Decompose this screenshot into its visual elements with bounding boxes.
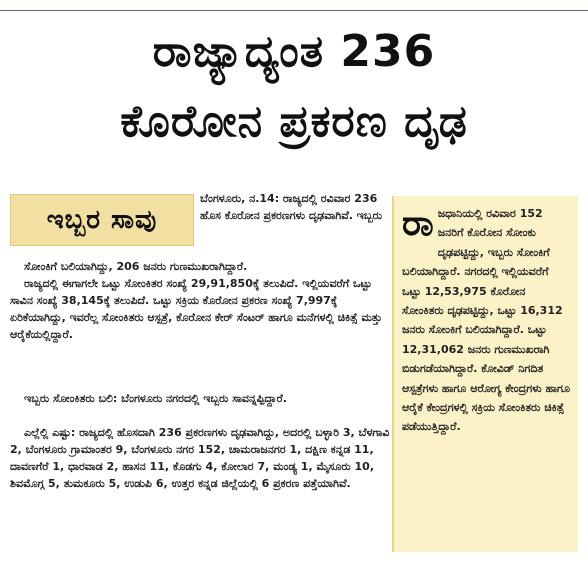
sidebar-dropcap: ರಾ xyxy=(402,203,434,244)
body-paragraph-3: ಇಬ್ಬರು ಸೋಂಕಿತರು ಬಲಿ: ಬೆಂಗಳೂರು ನಗರದಲ್ಲಿ ಇಬ್ಬರು ಸಾವನ್ನಪ್ಪಿದ್ದಾರೆ. xyxy=(24,392,287,405)
kicker-label: ಇಬ್ಬರ ಸಾವು xyxy=(46,204,158,235)
lead-paragraph: ಬೆಂಗಳೂರು, ನ.14: ರಾಜ್ಯದಲ್ಲಿ ರವಿವಾರ 236 ಹೊಸ ಕೊರೋನ ಪ್ರಕರಣಗಳು ದೃಢವಾಗಿವೆ. ಇಬ್ಬರು xyxy=(200,192,382,222)
body-paragraph-4: ಎಲ್ಲೆಲ್ಲಿ ಎಷ್ಟು: ರಾಜ್ಯದಲ್ಲಿ ಹೊಸದಾಗಿ 236 ಪ್ರಕರಣಗಳು ದೃಢವಾಗಿದ್ದು, ಅದರಲ್ಲಿ ಬಳ್ಳಾರಿ 3, ಬೆಳಗಾವಿ 2, ಬೆಂಗಳೂರು ಗ್ರಾಮಾಂತರ 9, ಬೆಂಗಳೂರು ನಗರ 152, ಚಾಮರಾಜನಗರ 1, ದಕ್ಷಿಣ ಕನ್ನಡ 11, ದಾವಣಗೆರೆ 1, ಧಾರವಾಡ 2, ಹಾಸನ 11, ಕೊಡಗು 4, ಕೋಲಾರ 7, ಮಂಡ್ಯ 1, ಮೈಸೂರು 10, ಶಿವಮೊಗ್ಗ 5, ತುಮಕೂರು 5, ಉಡುಪಿ 6, ಉತ್ತರ ಕನ್ನಡ ಜಿಲ್ಲೆಯಲ್ಲಿ 6 ಪ್ರಕರಣ ಪತ್ತೆಯಾಗಿವೆ. xyxy=(10,426,390,490)
headline-line-1: ರಾಜ್ಯಾದ್ಯಂತ 236 xyxy=(152,26,436,77)
article-body-middle xyxy=(10,390,390,407)
sidebar-text: ಜಧಾನಿಯಲ್ಲಿ ರವಿವಾರ 152 ಜನರಿಗೆ ಕೊರೋನ ಸೋಂಕು ದೃಢಪಟ್ಟಿದ್ದು, ಇಬ್ಬರು ಸೋಂಕಿಗೆ ಬಲಿಯಾಗಿದ್ದಾರೆ. ನಗರದಲ್ಲಿ ಇಲ್ಲಿಯವರೆಗೆ ಒಟ್ಟು 12,53,975 ಕೊರೋನ ಸೋಂಕಿತರು ದೃಢಪಟ್ಟಿದ್ದು, ಒಟ್ಟು 16,312 ಜನರು ಸೋಂಕಿಗೆ ಬಲಿಯಾಗಿದ್ದಾರೆ. ಒಟ್ಟು 12,31,062 ಜನರು ಗುಣಮುಖರಾಗಿ ಬಿಡುಗಡೆಯಾಗಿದ್ದಾರೆ. ಕೋವಿಡ್ ನಿಗದಿತ ಆಸ್ಪತ್ರೆಗಳು ಹಾಗೂ ಆರೋಗ್ಯ ಕೇಂದ್ರಗಳು ಹಾಗೂ ಆರೈಕೆ ಕೇಂದ್ರಗಳಲ್ಲಿ ಸಕ್ರಿಯ ಸೋಂಕಿತರು ಚಿಕಿತ್ಸೆ ಪಡೆಯುತ್ತಿದ್ದಾರೆ. xyxy=(402,207,570,434)
body-paragraph-2: ರಾಜ್ಯದಲ್ಲಿ ಈಗಾಗಲೇ ಒಟ್ಟು ಸೋಂಕಿತರ ಸಂಖ್ಯೆ 29,91,850ಕ್ಕೆ ತಲುಪಿದೆ. ಇಲ್ಲಿಯವರೆಗೆ ಒಟ್ಟು ಸಾವಿನ ಸಂಖ್ಯೆ 38,145ಕ್ಕೆ ತಲುಪಿದೆ. ಒಟ್ಟು ಸಕ್ರಿಯ ಕೊರೋನ ಪ್ರಕರಣ ಸಂಖ್ಯೆ 7,997ಕ್ಕೆ ಏರಿಕೆಯಾಗಿದ್ದು, ಇವರೆಲ್ಲ ಸೋಂಕಿತರು ಆಸ್ಪತ್ರೆ, ಕೊರೋನ ಕೇರ್ ಸೆಂಟರ್ ಹಾಗೂ ಮನೆಗಳಲ್ಲಿ ಚಿಕಿತ್ಸೆ ಮತ್ತು ಆರೈಕೆಯಲ್ಲಿದ್ದಾರೆ. xyxy=(10,277,383,341)
bengaluru-sidebar xyxy=(392,196,578,552)
body-paragraph-1: ಸೋಂಕಿಗೆ ಬಲಿಯಾಗಿದ್ದು, 206 ಜನರು ಗುಣಮುಖರಾಗಿದ್ದಾರೆ. xyxy=(24,260,248,273)
article-body-top xyxy=(10,258,390,343)
kicker-box xyxy=(10,194,194,246)
article-body-bottom xyxy=(10,424,390,492)
top-border-rule xyxy=(0,0,588,11)
headline-line-2: ಕೊರೋನ ಪ್ರಕರಣ ದೃಢ xyxy=(120,96,468,147)
